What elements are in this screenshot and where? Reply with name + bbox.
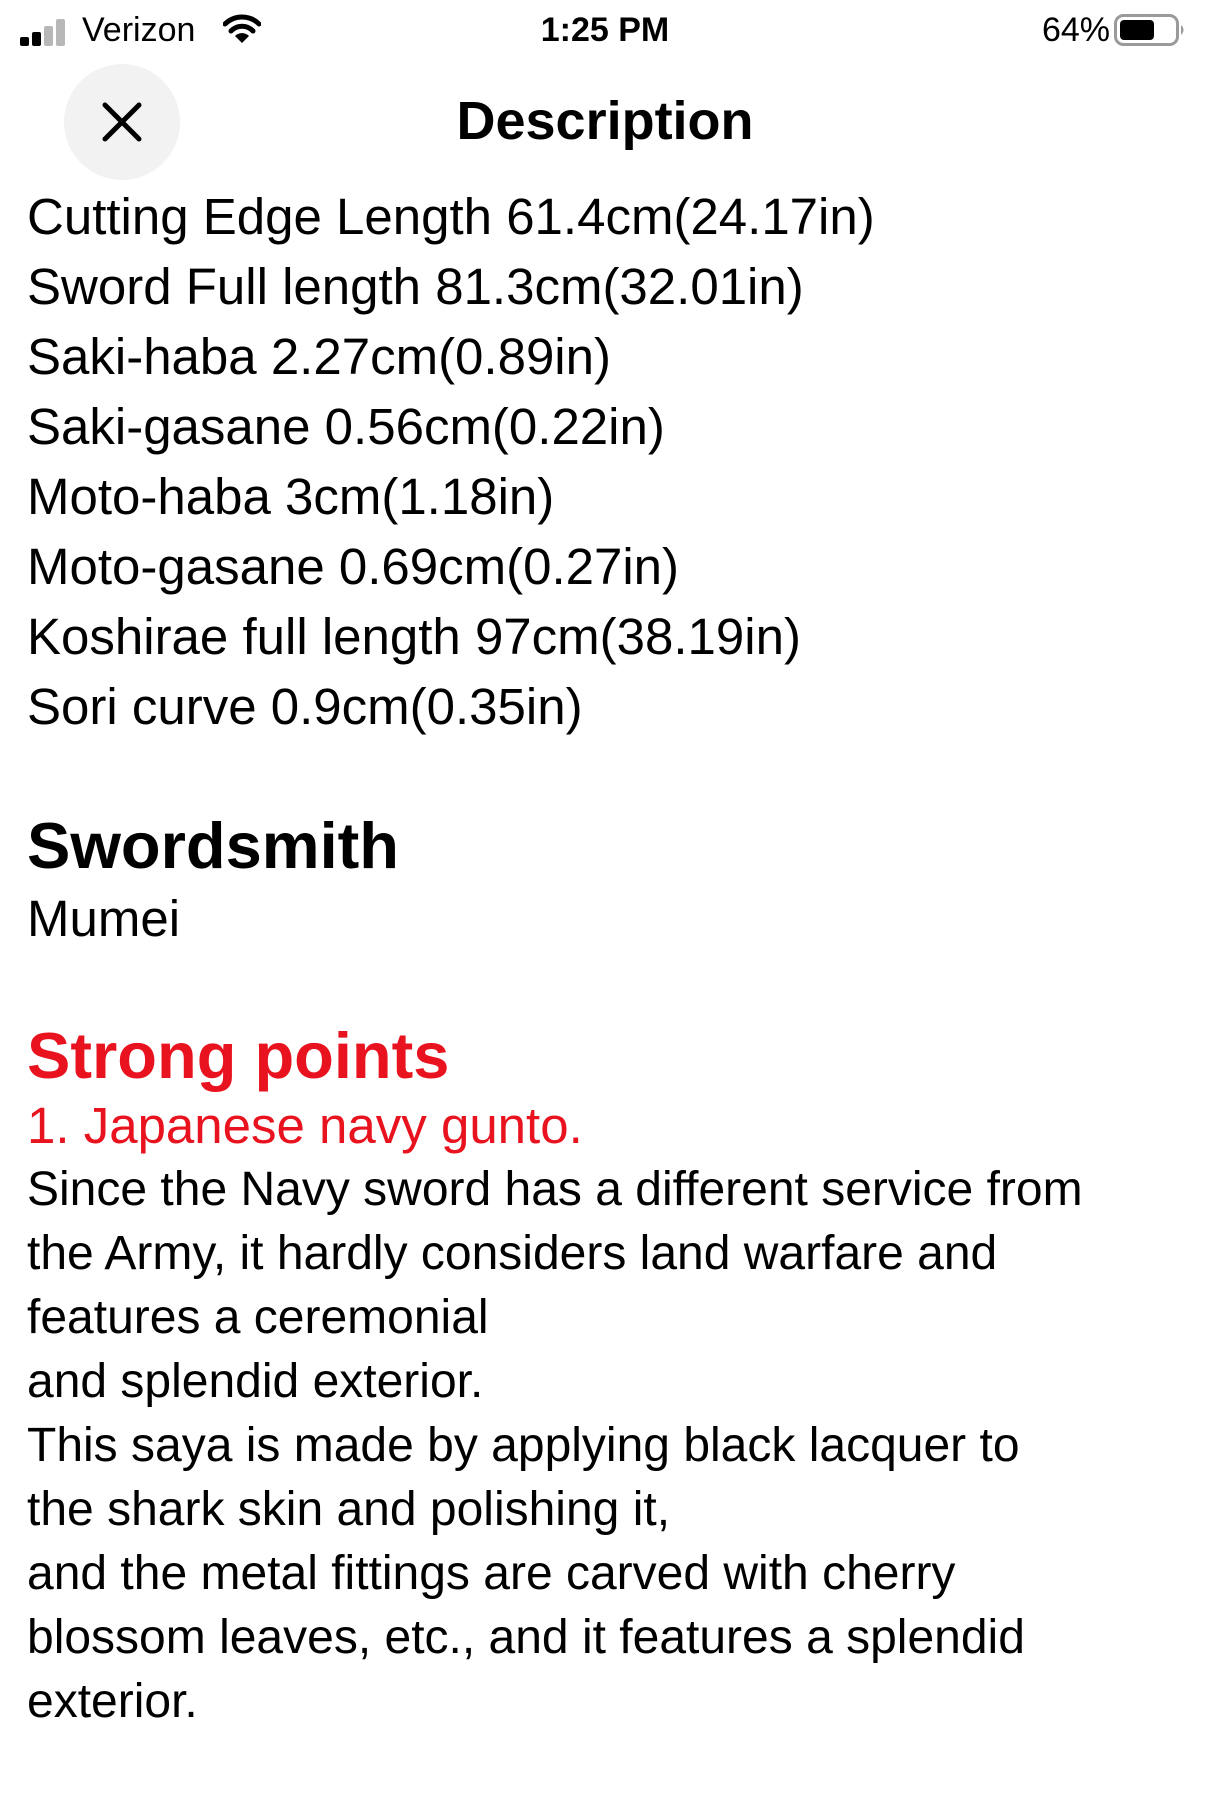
swordsmith-heading: Swordsmith — [27, 809, 399, 882]
description-content — [27, 182, 1192, 1734]
page-title: Description — [456, 91, 754, 151]
description-line: and the metal fittings are carved with cherry — [27, 1547, 956, 1600]
header — [0, 60, 1210, 182]
description-line: This saya is made by applying black lacquer to — [27, 1419, 1020, 1472]
spec-line: Saki-haba 2.27cm(0.89in) — [27, 328, 611, 385]
description-line: the Army, it hardly considers land warfare and — [27, 1227, 998, 1280]
description-line: features a ceremonial — [27, 1291, 489, 1344]
strong-point-title: 1. Japanese navy gunto. — [27, 1097, 583, 1154]
strong-point-description — [27, 1158, 1192, 1734]
strong-points-heading: Strong points — [27, 1019, 450, 1092]
description-line: Since the Navy sword has a different service from — [27, 1163, 1083, 1216]
spec-line: Moto-haba 3cm(1.18in) — [27, 468, 555, 525]
carrier-name: Verizon — [82, 11, 196, 49]
clock: 1:25 PM — [540, 11, 670, 49]
battery-icon — [1114, 14, 1188, 46]
spec-line: Koshirae full length 97cm(38.19in) — [27, 608, 801, 665]
description-line: blossom leaves, etc., and it features a splendid — [27, 1611, 1025, 1664]
spec-line: Sword Full length 81.3cm(32.01in) — [27, 258, 804, 315]
spec-line: Sori curve 0.9cm(0.35in) — [27, 678, 583, 735]
spec-line: Saki-gasane 0.56cm(0.22in) — [27, 398, 665, 455]
swordsmith-name: Mumei — [27, 890, 181, 947]
spec-line: Moto-gasane 0.69cm(0.27in) — [27, 538, 680, 595]
status-bar — [0, 0, 1210, 60]
battery-percent: 64% — [1041, 11, 1110, 49]
spec-line: Cutting Edge Length 61.4cm(24.17in) — [27, 188, 875, 245]
description-line: and splendid exterior. — [27, 1355, 484, 1408]
description-line: the shark skin and polishing it, — [27, 1483, 671, 1536]
description-line: exterior. — [27, 1675, 198, 1728]
spec-list — [27, 182, 1192, 742]
